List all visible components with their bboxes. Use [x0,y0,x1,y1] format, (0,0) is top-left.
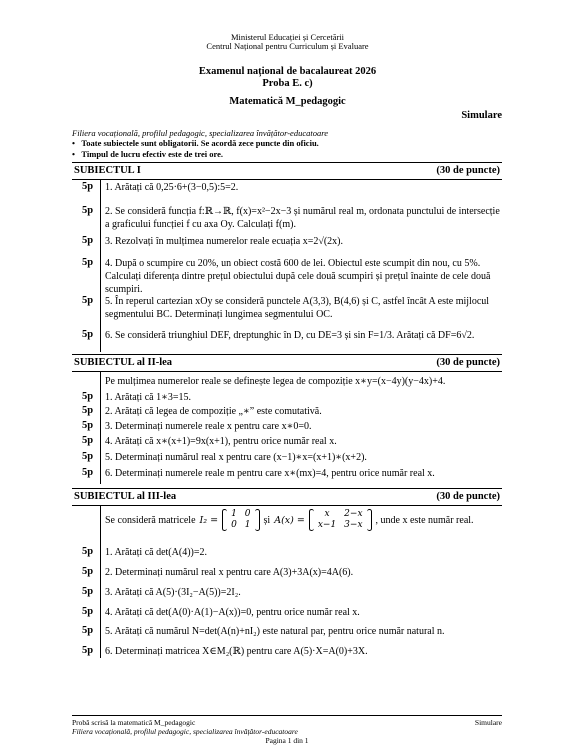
section-2-title: SUBIECTUL al II-lea [74,357,173,368]
section-3-title: SUBIECTUL al III-lea [74,491,177,502]
proba: Proba E. c) [262,78,313,89]
footer-exam: Probă scrisă la matematică M_pedagogic [72,718,196,727]
section-1-title: SUBIECTUL I [74,165,141,176]
section-1-grid: 5p 1. Arătați că 0,25·6+(3−0,5):5=2. 5p 2. Se consideră funcția f:ℝ→ℝ, f(x)=x²−2x−3 și numărul real m, ordonata punctului de intersecție a graficului funcției f cu axa Oy. Calculați f(m). 5p 3. Rezolvați în mulțimea numerelor reale ecuația x=2√(2x). 5p 4. După o scumpire cu 20%, un obiect costă 600 de lei. Obiectul este scumpit din nou, cu 5%. Calculați diferența dintre prețul obiectului după cele două scumpiri și prețul înainte de cele două scumpiri. 5p 5. În reperul cartezian xOy se consideră punctele A(3,3), B(4,6) și C, astfel încât A este mijlocul segmentului BC. Determinați lungimea segmentului OC. 5p 6. Se consideră triunghiul DEF, dreptunghic în D, cu DE=3 și sin F=1/3. Arătați că DF=6√2. [72,179,502,352]
footer-page: Pagina 1 din 1 [265,736,309,745]
ax-matrix: x 2−x x−1 3−x [309,509,372,531]
section-2-grid: Pe mulțimea numerelor reale se definește legea de compoziție x∗y=(x−4y)(y−4x)+4. 5p 1. Arătați că 1∗3=15. 5p 2. Arătați că legea de compoziție „∗” este comutativă. 5p 3. Determinați numerele reale x pentru care x∗0=0. 5p 4. Arătați că x∗(x+1)=9x(x+1), pentru orice număr real x. 5p 5. Determinați numărul real x pentru care (x−1)∗x=(x+1)∗(x+2). 5p 6. Determinați numerele reale m pentru care x∗(mx)=4, pentru orice număr real x. [72,371,502,484]
page-footer [72,715,502,745]
bullet-1: • Toate subiectele sunt obligatorii. Se acordă zece puncte din oficiu. [72,138,319,148]
simulare-label: Simulare [461,110,502,121]
subject-title: Matematică M_pedagogic [229,96,346,107]
section-3-points: (30 de puncte) [436,491,500,502]
exam-title: Examenul național de bacalaureat 2026 [198,66,377,77]
section-3-header [72,488,502,506]
footer-filiera: Filiera vocațională, profilul pedagogic, specializarea învățător-educatoare [72,727,298,736]
section-2-points: (30 de puncte) [436,357,500,368]
section-1-points: (30 de puncte) [436,165,500,176]
i2-matrix: 1 0 0 1 [222,509,259,531]
section-2-header [72,354,502,372]
ministry-line: Ministerul Educației și Cercetării [230,32,345,42]
footer-simulare: Simulare [474,718,502,727]
section-1-header [72,162,502,180]
center-line: Centrul Național pentru Curriculum și Evaluare [206,41,369,51]
bullet-2: • Timpul de lucru efectiv este de trei ore. [72,149,223,159]
section-3-grid: Se consideră matricele I₂ = 1 0 0 1 și A(x) = x 2−x x−1 3−x , unde x este număr real. 5p 1. Arătați că det(A(4))=2. 5p 2. Determinați numărul real x pentru care A(3)+3A(x)=4A(6). 5p 3. Arătați că A(5)·(3I₂−A(5))=2I₂. 5p 4. Arătați că det(A(0)·A(1)−A(x))=0, pentru orice număr real x. 5p 5. Arătați că numărul N=det(A(n)+nI₂) este natural par, pentru orice număr natural n. 5p 6. Determinați matricea X∈M₂(ℝ) pentru care A(5)·X=A(0)+3X. [72,505,502,658]
filiera-line: Filiera vocațională, profilul pedagogic, specializarea învățător-educatoare [72,128,328,138]
